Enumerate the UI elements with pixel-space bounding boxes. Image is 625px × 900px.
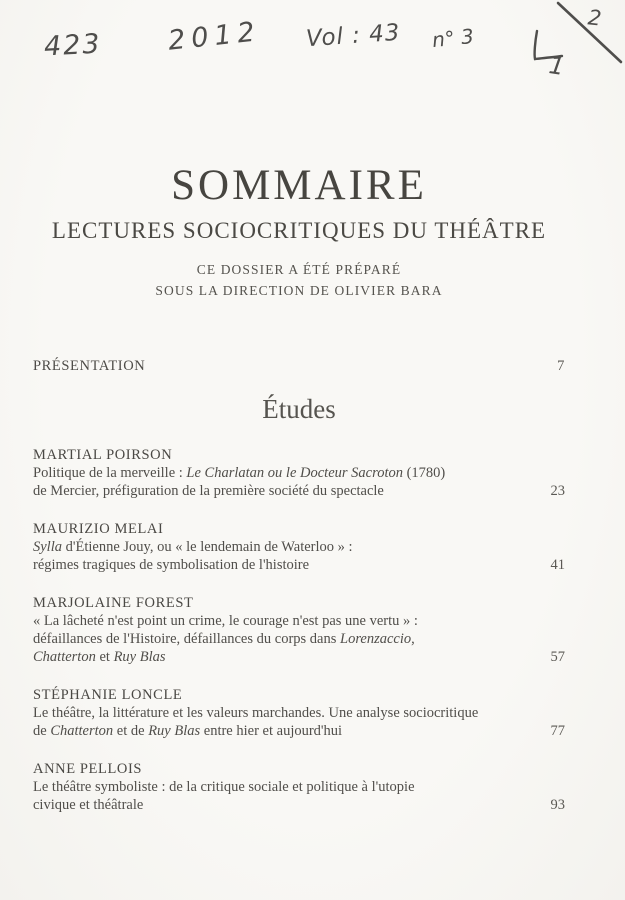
entry-text: Politique de la merveille : [33,465,187,481]
entry-line [33,722,565,740]
entry-text: et de [113,723,149,739]
editor-note-line1: CE DOSSIER A ÉTÉ PRÉPARÉ [196,262,402,277]
presentation-page-number: 7 [557,358,565,374]
entry-text-italic: Lorenzaccio [340,631,412,647]
entry-text-italic: Chatterton [50,723,114,739]
entry-author: STÉPHANIE LONCLE [33,687,183,703]
entry-text [33,648,166,666]
handwritten-volume: Vol : 43 [305,19,402,53]
editor-note-line2: SOUS LA DIRECTION DE OLIVIER BARA [155,283,443,298]
entry-text: Le théâtre, la littérature et les valeurs marchandes. Une analyse sociocritique [33,705,479,721]
entry-text-italic: Chatterton [33,649,96,665]
entry-text: , [411,631,415,647]
toc-entry [33,520,565,574]
toc-entry [33,446,565,500]
entry-author: MARTIAL POIRSON [33,447,173,463]
entry-line [33,538,565,556]
entry-author: MARJOLAINE FOREST [33,595,194,611]
editor-note [33,259,565,301]
entry-author: ANNE PELLOIS [33,761,143,777]
entry-text: civique et théâtrale [33,797,144,813]
entry-text: et [95,649,114,665]
entry-author: MAURIZIO MELAI [33,521,164,537]
entry-line [33,796,565,814]
entry-text-italic: Ruy Blas [148,723,201,739]
entry-text: (1780) [402,465,446,481]
toc-entry [33,686,565,740]
dossier-title: LECTURES SOCIOCRITIQUES DU THÉÂTRE [51,218,547,243]
entry-page-number: 57 [550,649,565,665]
handwritten-corner-number: 2 [586,5,603,31]
presentation-label: PRÉSENTATION [33,358,146,374]
entry-text: régimes tragiques de symbolisation de l'histoire [33,557,310,573]
entry-line [33,464,565,482]
entry-text: d'Étienne Jouy, ou « le lendemain de Waterloo » : [62,539,353,555]
entry-line [33,630,565,648]
entry-line [33,778,565,796]
toc-row-presentation [33,357,565,375]
entry-text-italic: Le Charlatan ou le Docteur Sacroton [186,465,403,481]
handwritten-year: 2012 [166,16,263,57]
diagonal-slash-mark [558,3,621,62]
page-title: SOMMAIRE [171,162,427,209]
entry-text: de [33,723,51,739]
entry-text: « La lâcheté n'est point un crime, le courage n'est pas une vertu » : [33,613,418,629]
section-heading-etudes: Études [262,394,336,424]
entry-text-italic: Ruy Blas [113,649,166,665]
entry-page-number: 41 [550,557,565,573]
entry-line [33,612,565,630]
handwritten-shelf-number: 423 [43,28,103,63]
entry-page-number: 93 [550,797,565,813]
handwritten-issue: n° 3 [430,23,475,53]
entry-line [33,704,565,722]
entry-text: Le théâtre symboliste : de la critique sociale et politique à l'utopie [33,779,415,795]
entry-text-italic: Sylla [33,539,62,555]
page-content [33,0,565,814]
toc-entry [33,760,565,814]
entry-text: de Mercier, préfiguration de la première société du spectacle [33,483,384,499]
entry-text: entre hier et aujourd'hui [200,723,343,739]
entry-line [33,648,565,666]
entry-page-number: 23 [550,483,565,499]
entry-line [33,482,565,500]
entry-text [33,722,342,740]
table-of-contents [33,357,565,814]
handwritten-copy-mark: 1 [547,51,567,81]
entry-line [33,556,565,574]
toc-entry [33,594,565,666]
entry-page-number: 77 [550,723,565,739]
entry-text: défaillances de l'Histoire, défaillances du corps dans [33,631,340,647]
masthead [33,0,565,301]
